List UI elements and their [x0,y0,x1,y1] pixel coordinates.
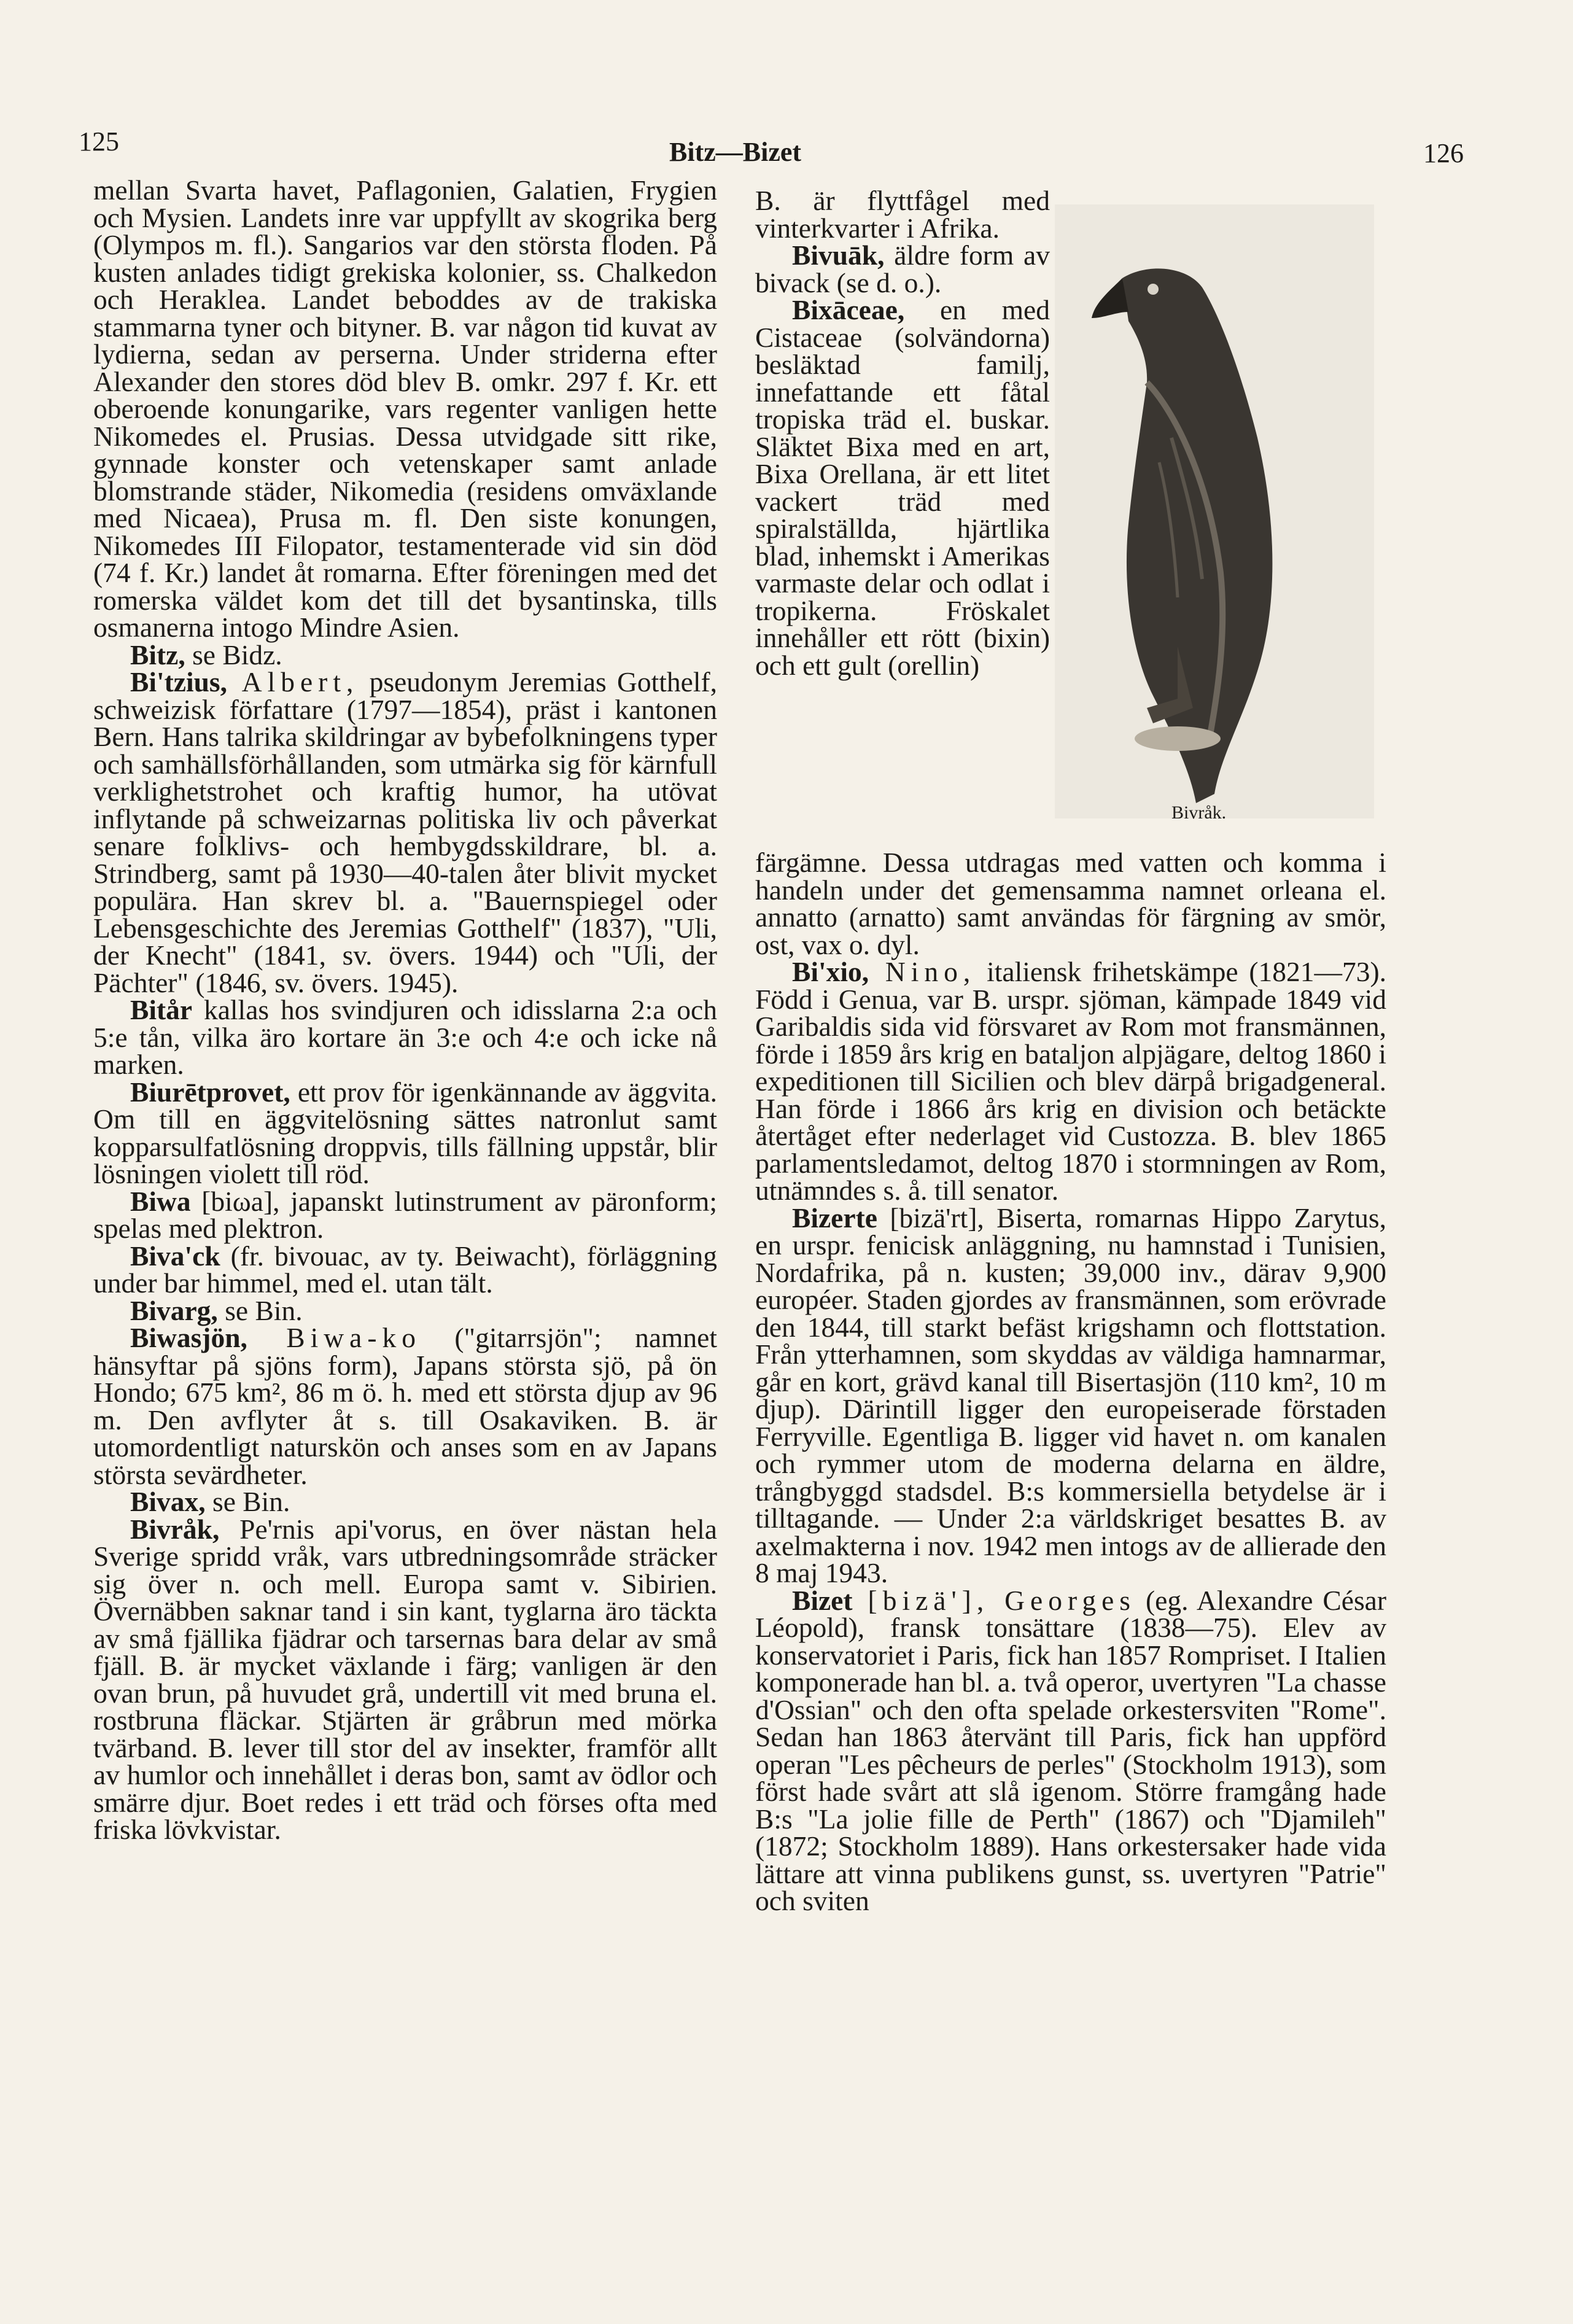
headword: Biwasjön, [130,1322,247,1353]
entry-bixaceae: Bixāceae, en med Cistaceae (solvändorna) besläktad familj, innefattande ett fåtal tropiska träd el. buskar. Släktet Bixa med en art, Bixa Orellana, är ett litet vackert träd med spiralställda, hjärtlika blad, inhemskt i Amerikas varmaste delar och odlat i tropikerna. Fröskalet innehåller ett rött (bixin) och ett gult (orellin) [755,294,1050,681]
entry-biwa: Biwa [biωa], japanskt lutinstrument av päronform; spelas med plektron. [93,1185,717,1244]
headword: Biwa [130,1185,191,1217]
entry-bivack: Biva'ck (fr. bivouac, av ty. Beiwacht), förläggning under bar himmel, med el. utan tält. [93,1240,717,1299]
headword: Bi'tzius, [130,666,228,698]
entry-bixaceae-continuation: färgämne. Dessa utdragas med vatten och komma i handeln under det gemensamma namnet orleana el. annatto (arnatto) samt användas för färgning av smör, ost, vax o. dyl. [755,847,1386,960]
page-number-left: 125 [79,126,119,157]
right-narrow-column [755,187,1050,679]
entry-bixio: Bi'xio, Nino, italiensk frihetskämpe (1821—73). Född i Genua, var B. urspr. sjöman, kämpade 1849 vid Garibaldis sida vid försvaret av Rom mot fransmännen, förde i 1859 års krig en bataljon alpjägare, deltog 1860 i expeditionen till Sicilien och blev därpå brigadgeneral. Han förde i 1866 års krig en division och betäckte återtåget efter nederlaget vid Custozza. B. blev 1865 parlamentsledamot, deltog 1870 i stormningen av Rom, utnämndes s. å. till senator. [755,956,1386,1206]
headword: Bi'xio, [792,956,869,987]
entry-bivarg: Bivarg, se Bin. [130,1294,303,1326]
entry-bivrak-continuation: B. är flyttfågel med vinterkvarter i Afrika. [755,185,1050,244]
headword: Bivråk, [130,1513,220,1545]
entry-bivrak: Bivråk, Pe'rnis api'vorus, en över nästan hela Sverige spridd vråk, vars utbredningsområde sträcker sig över n. och mell. Europa samt v. Sibirien. Övernäbben saknar tand i sin kant, tyglarna äro täckta av små fjällika fjädrar och tarsernas bara delar av små fjäll. B. är mycket växlande i färg; vanligen är den ovan brun, på huvudet grå, undertill vit med bruna el. rostbruna fläckar. Stjärten är gråbrun med mörka tvärband. B. lever till stor del av insekter, framför allt av humlor och innehållet i deras bon, samt av ödlor och smärre djur. Boet redes i ett träd och förses ofta med friska lövkvistar. [93,1513,717,1845]
headword: Biva'ck [130,1240,220,1272]
headword: Bitår [130,994,193,1025]
entry-bitzius: Bi'tzius, Albert, pseudonym Jeremias Gotthelf, schweizisk författare (1797—1854), präst i kantonen Bern. Hans talrika skildringar av bybefolkningens typer och samhällsförhållanden, som utmärka sig för kärnfull verklighetstrohet och kraftig humor, ha utövat inflytande på schweizarnas politiska liv och påverkat senare folklivs- och hembygdsskildrare, bl. a. Strindberg, samt på 1930—40-talen åter blivit mycket populära. Han skrev bl. a. "Bauernspiegel oder Lebensgeschichte des Jeremias Gotthelf" (1837), "Uli, der Knecht" (1841, sv. övers. 1944) och "Uli, der Pächter" (1846, sv. övers. 1945). [93,666,717,998]
headword: Bizet [792,1584,853,1616]
headword: Bivuāk, [792,239,885,271]
honey-buzzard-illustration [1055,204,1374,818]
entry-continuation: mellan Svarta havet, Paflagonien, Galatien, Frygien och Mysien. Landets inre var uppfyllt av skogrika berg (Olympos m. fl.). Sangarios var den största floden. På kusten anlades tidigt grekiska kolonier, ss. Chalkedon och Heraklea. Landet beboddes av de trakiska stammarna tyner och bityner. B. var någon tid kuvat av lydierna, sedan av perserna. Under striderna efter Alexander den stores död blev B. omkr. 297 f. Kr. ett oberoende konungarike, vars regenter vanligen hette Nikomedes el. Prusias. Dessa utvidgade sitt rike, gynnade konster och vetenskaper samt anlade blomstrande städer, Nikomedia (residens omväxlande med Nicaea), Prusa m. fl. Den siste konungen, Nikomedes III Filopator, testamenterade vid sin död (74 f. Kr.) landet åt romarna. Efter föreningen med det romerska väldet kom det till det bysantinska, tills osmanerna intogo Mindre Asien. [93,174,717,643]
entry-bivax: Bivax, se Bin. [130,1486,290,1517]
entry-bizerte: Bizerte [bizä'rt], Biserta, romarnas Hippo Zarytus, en urspr. fenicisk anläggning, nu hamnstad i Tunisien, Nordafrika, på n. kusten; 39,000 inv., därav 9,900 européer. Staden gjordes av fransmännen, som erövrade den 1844, till starkt befäst krigshamn och flottstation. Från ytterhamnen, som skyddas av väldiga hamnarmar, går en kort, grävd kanal till Bisertasjön (110 km², 10 m djup). Därintill ligger den europeiserade förstaden Ferryville. Egentliga B. ligger vid havet n. om kanalen och rymmer utom de moderna delarna en äldre, trångbyggd stadsdel. B:s kommersiella betydelse är i tilltagande. — Under 2:a världskriget besattes B. av axelmakterna i nov. 1942 men intogs av de allierade den 8 maj 1943. [755,1202,1386,1588]
headword: Bivax, [130,1486,206,1517]
right-column [755,849,1386,1915]
headword: Bitz, [130,639,185,670]
bird-drawing [1055,204,1374,818]
entry-bizet: Bizet [bizä'], Georges (eg. Alexandre César Léopold), fransk tonsättare (1838—75). Elev av konservatoriet i Paris, fick han 1857 Rompriset. I Italien komponerade han bl. a. två operor, uvertyren "La chasse d'Ossian" och den ofta spelade orkestersviten "Rome". Sedan han 1863 återvänt till Paris, fick han uppförd operan "Les pêcheurs de perles" (Stockholm 1913), som först hade svårt att slå igenom. Större framgång hade B:s "La jolie fille de Perth" (1867) och "Djamileh" (1872; Stockholm 1889). Hans orkestersaker hade vida lättare att vinna publikens gunst, ss. uvertyren "Patrie" och sviten [755,1584,1387,1916]
entry-bitar: Bitår kallas hos svindjuren och idisslarna 2:a och 5:e tån, vilka äro kortare än 3:e och 4:e och icke nå marken. [93,994,717,1080]
entry-bivuak: Bivuāk, äldre form av bivack (se d. o.). [755,239,1050,298]
headword: Biurētprovet, [130,1076,290,1108]
headword: Bivarg, [130,1294,218,1326]
headword: Bixāceae, [792,294,905,325]
headword: Bizerte [792,1202,877,1234]
figure-caption: Bivråk. [1171,803,1227,823]
running-head: Bitz—Bizet [669,137,802,167]
left-column [93,174,717,1845]
entry-bitz: Bitz, se Bidz. [130,639,282,670]
page-number-right: 126 [1423,138,1464,168]
entry-biwasjon: Biwasjön, Biwa-ko ("gitarrsjön"; namnet hänsyftar på sjöns form), Japans största sjö, på ön Hondo; 675 km², 86 m ö. h. med ett största djup av 96 m. Den avflyter åt s. till Osakaviken. B. är utomordentligt naturskön och anses som en av Japans största sevärdheter. [93,1322,717,1490]
entry-biuretprovet: Biurētprovet, ett prov för igenkännande av äggvita. Om till en äggvitelösning sättes natronlut samt kopparsulfatlösning droppvis, tills fällning uppstår, blir lösningen violett till röd. [93,1076,717,1189]
